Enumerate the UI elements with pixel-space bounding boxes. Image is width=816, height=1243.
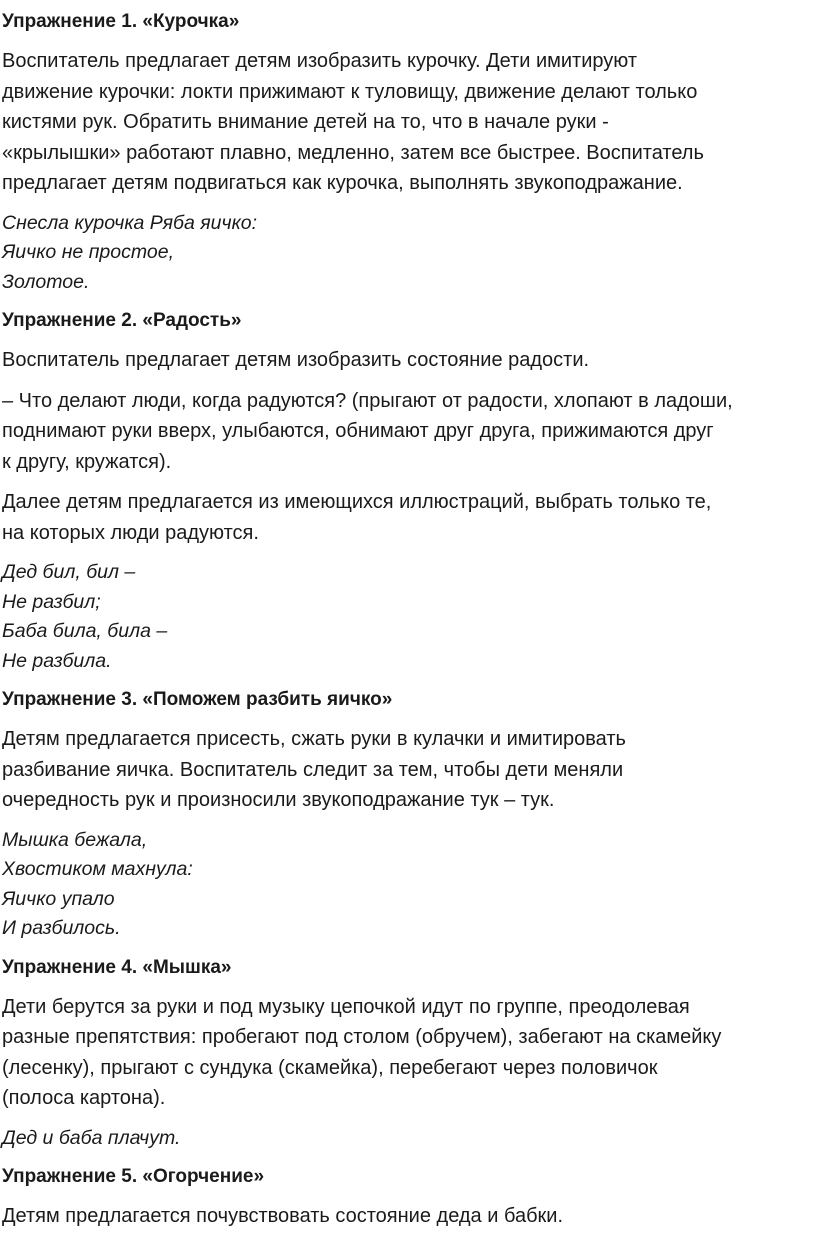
verse-line: Хвостиком махнула: (2, 858, 193, 880)
verse-line: Не разбила. (2, 649, 112, 672)
verse-line: И разбилось. (2, 917, 121, 939)
text-line: к другу, кружатся). (2, 450, 172, 473)
verse-line: Дед и баба плачут. (2, 1126, 181, 1149)
exercise-4-verse (2, 1124, 808, 1154)
exercise-3-verse (2, 826, 808, 944)
verse-line: Мышка бежала, (2, 828, 148, 851)
exercise-5-description (2, 1201, 808, 1232)
exercise-2-task (2, 487, 808, 548)
text-line: кистями рук. Обратить внимание детей на то, что в начале руки - (2, 111, 609, 133)
text-line: разные препятствия: пробегают под столом (обручем), забегают на скамейку (2, 1026, 722, 1048)
verse-line: Дед бил, бил – (2, 561, 136, 583)
verse-line: Баба била, била – (2, 620, 168, 642)
text-line: Дети берутся за руки и под музыку цепочкой идут по группе, преодолевая (2, 995, 690, 1018)
exercise-2-description (2, 345, 808, 376)
exercise-2-verse (2, 558, 808, 676)
text-line: предлагает детям подвигаться как курочка, выполнять звукоподражание. (2, 172, 683, 194)
text-line: Детям предлагается присесть, сжать руки в кулачки и имитировать (2, 728, 626, 750)
exercise-2-heading: Упражнение 2. «Радость» (2, 310, 242, 331)
exercise-1-description (2, 46, 808, 199)
text-line: «крылышки» работают плавно, медленно, затем все быстрее. Воспитатель (2, 141, 704, 164)
text-line: Воспитатель предлагает детям изобразить состояние радости. (2, 349, 590, 371)
text-line: Детям предлагается почувствовать состояние деда и бабки. (2, 1205, 564, 1227)
verse-line: Яичко не простое, (2, 241, 174, 263)
exercise-1-verse (2, 209, 808, 298)
text-line: – Что делают люди, когда радуются? (прыгают от радости, хлопают в ладоши, (2, 389, 733, 412)
text-line: движение курочки: локти прижимают к туловищу, движение делают только (2, 80, 698, 103)
text-line: Воспитатель предлагает детям изобразить курочку. Дети имитируют (2, 50, 637, 72)
exercise-3-heading: Упражнение 3. «Поможем разбить яичко» (2, 689, 393, 710)
text-line: разбивание яичка. Воспитатель следит за тем, чтобы дети меняли (2, 758, 624, 781)
verse-line: Яичко упало (2, 887, 115, 910)
exercise-5-heading: Упражнение 5. «Огорчение» (2, 1166, 265, 1187)
exercise-3-description (2, 724, 808, 816)
verse-line: Снесла курочка Ряба яичко: (2, 211, 258, 234)
text-line: (полоса картона). (2, 1087, 166, 1109)
exercise-4-heading: Упражнение 4. «Мышка» (2, 956, 232, 978)
text-line: поднимают руки вверх, улыбаются, обнимают друг друга, прижимаются друг (2, 420, 714, 442)
exercise-4-description (2, 992, 808, 1114)
verse-line: Не разбил; (2, 590, 101, 613)
exercise-1-heading: Упражнение 1. «Курочка» (2, 11, 240, 32)
text-line: очередность рук и произносили звукоподражание тук – тук. (2, 789, 555, 811)
text-line: (лесенку), прыгают с сундука (скамейка), перебегают через половичок (2, 1056, 658, 1079)
text-line: Далее детям предлагается из имеющихся иллюстраций, выбрать только те, (2, 491, 712, 513)
exercise-2-question (2, 386, 808, 478)
text-line: на которых люди радуются. (2, 521, 259, 544)
verse-line: Золотое. (2, 270, 90, 293)
